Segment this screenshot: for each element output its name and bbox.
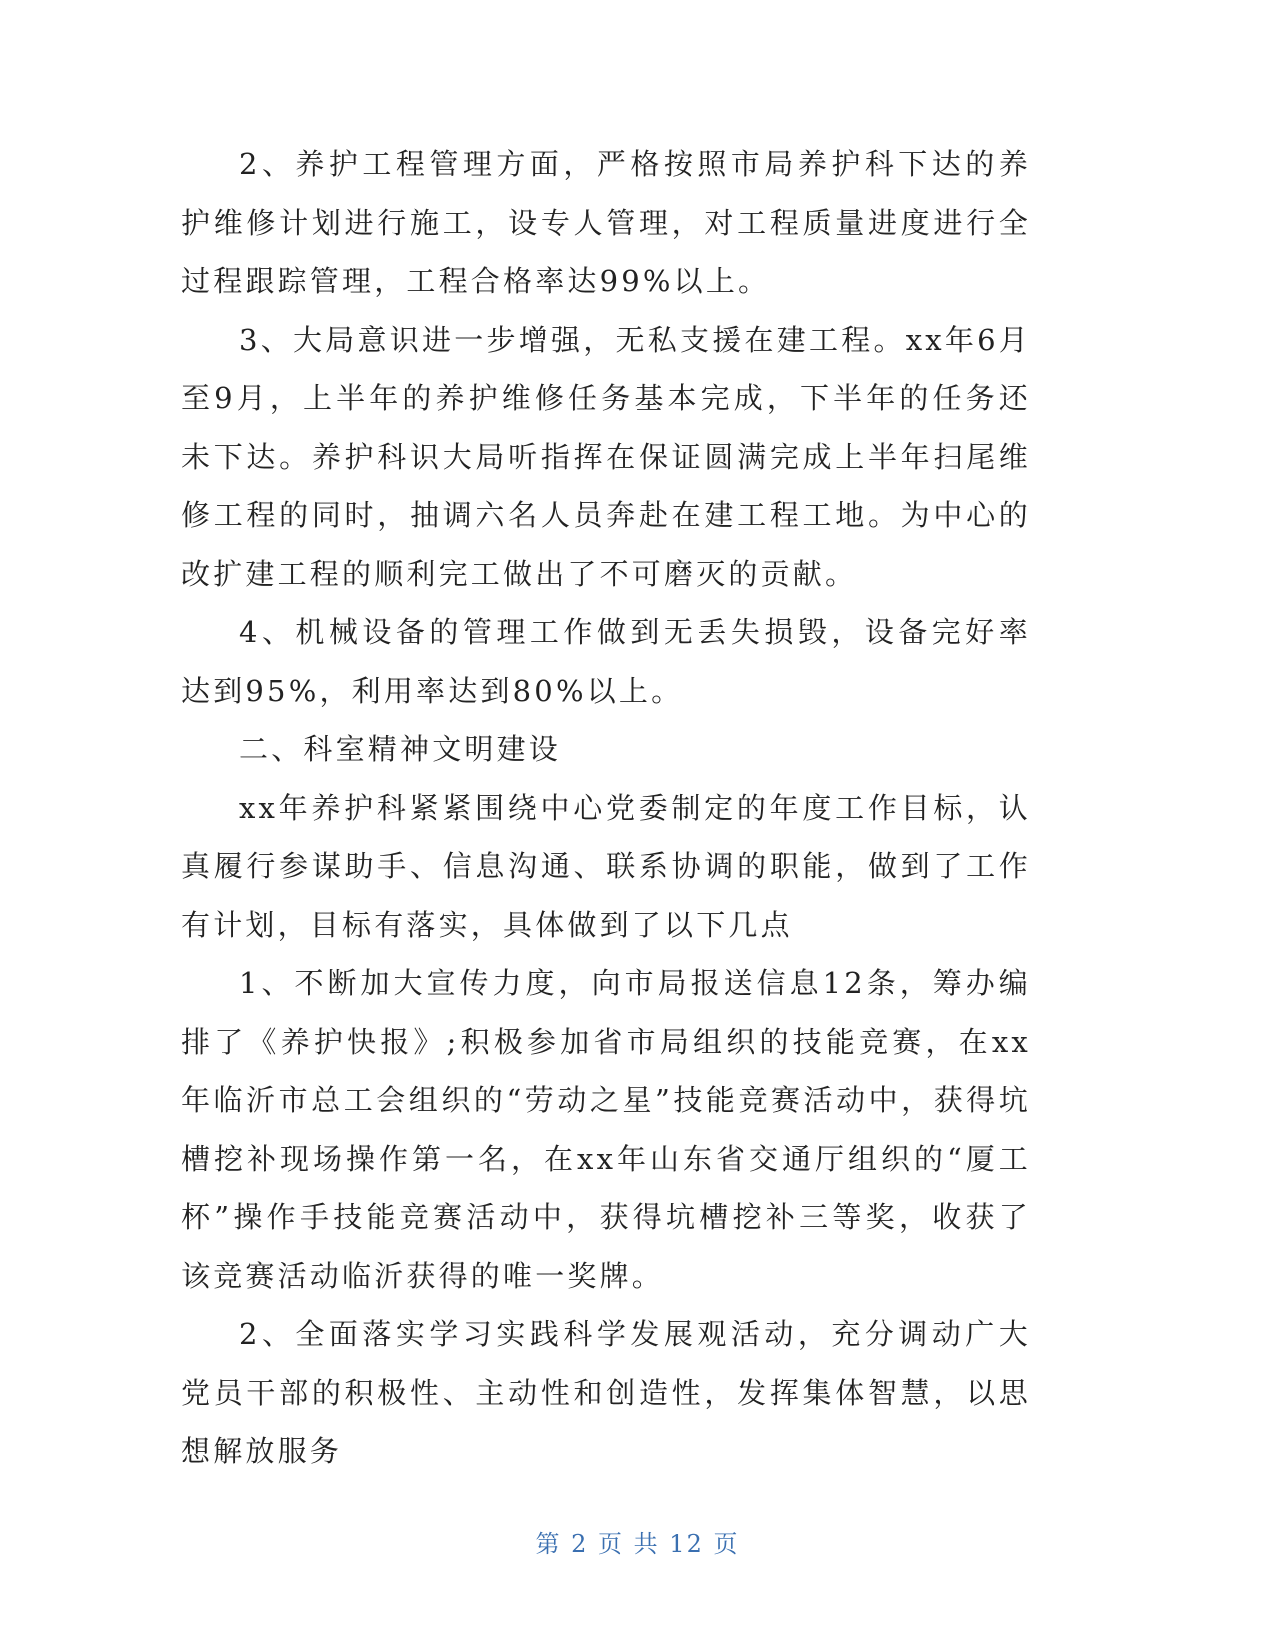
paragraph-overall-awareness: 3、大局意识进一步增强，无私支援在建工程。xx年6月至9月，上半年的养护维修任务基本完成，下半年的任务还未下达。养护科识大局听指挥在保证圆满完成上半年扫尾维修工程的同时，抽调六名人员奔赴在建工程工地。为中心的改扩建工程的顺利完工做出了不可磨灭的贡献。 <box>181 322 1031 591</box>
paragraph-publicity-competitions: 1、不断加大宣传力度，向市局报送信息12条，筹办编排了《养护快报》;积极参加省市局组织的技能竞赛，在xx年临沂市总工会组织的“劳动之星”技能竞赛活动中，获得坑槽挖补现场操作第一名，在xx年山东省交通厅组织的“厦工杯”操作手技能竞赛活动中，获得坑槽挖补三等奖，收获了该竞赛活动临沂获得的唯一奖牌。 <box>181 966 1031 1293</box>
paragraph-maintenance-management: 2、养护工程管理方面，严格按照市局养护科下达的养护维修计划进行施工，设专人管理，对工程质量进度进行全过程跟踪管理，工程合格率达99%以上。 <box>181 147 1031 298</box>
page-number-footer <box>0 1524 1275 1559</box>
paragraph-scientific-development: 2、全面落实学习实践科学发展观活动，充分调动广大党员干部的积极性、主动性和创造性，发挥集体智慧，以思想解放服务 <box>181 1317 1031 1468</box>
page-number-label: 第 2 页 共 12 页 <box>535 1530 740 1558</box>
document-body <box>181 135 1031 1481</box>
paragraph-equipment-management: 4、机械设备的管理工作做到无丢失损毁，设备完好率达到95%，利用率达到80%以上。 <box>181 615 1031 708</box>
paragraph-annual-goals: xx年养护科紧紧围绕中心党委制定的年度工作目标，认真履行参谋助手、信息沟通、联系协调的职能，做到了工作有计划，目标有落实，具体做到了以下几点 <box>181 790 1031 942</box>
section-heading-spiritual-civilization: 二、科室精神文明建设 <box>239 732 562 766</box>
